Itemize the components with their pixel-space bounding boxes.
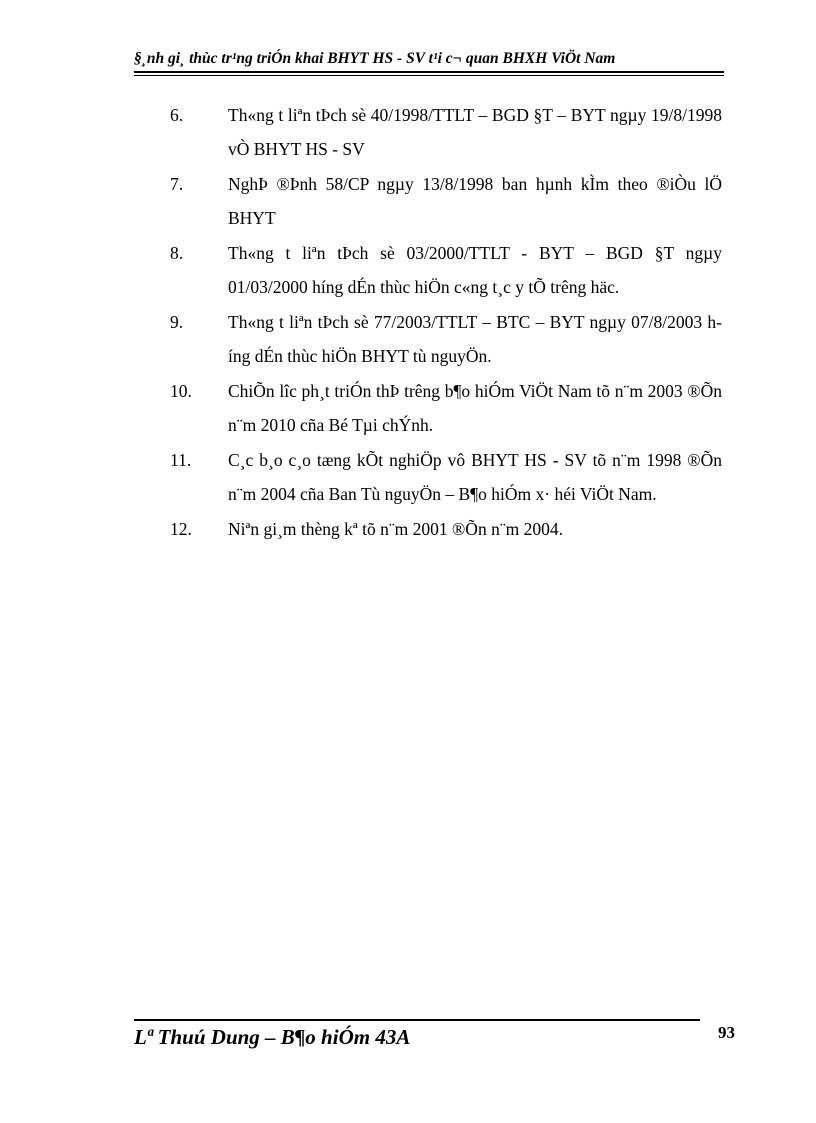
reference-text: Th«ng t liªn tÞch sè 03/2000/TTLT - BYT – BGD §T ngµy 01/03/2000 híng dÉn thùc hiÖn c«ng t¸c y tÕ trêng häc. <box>228 243 722 297</box>
reference-number: 10. <box>170 381 192 401</box>
footer-author: Lª Thuú Dung – B¶o hiÓm 43A <box>134 1025 411 1049</box>
reference-item <box>170 236 722 304</box>
header-rule <box>134 71 724 73</box>
page-number: 93 <box>718 1023 735 1042</box>
reference-number: 9. <box>170 312 184 332</box>
footer-rule <box>134 1019 700 1021</box>
reference-item <box>170 443 722 511</box>
reference-text: C¸c b¸o c¸o tæng kÕt nghiÖp vô BHYT HS - SV tõ n¨m 1998 ®Õn n¨m 2004 cña Ban Tù nguyÖn – B¶o hiÓm x· héi ViÖt Nam. <box>228 450 722 504</box>
reference-text: NghÞ ®Þnh 58/CP ngµy 13/8/1998 ban hµnh kÌm theo ®iÒu lÖ BHYT <box>228 174 722 228</box>
reference-item <box>170 305 722 373</box>
reference-number: 12. <box>170 519 192 539</box>
reference-item <box>170 374 722 442</box>
reference-number: 7. <box>170 174 184 194</box>
reference-item <box>170 98 722 166</box>
reference-text: Th«ng t liªn tÞch sè 77/2003/TTLT – BTC – BYT ngµy 07/8/2003 híng dÉn thùc hiÖn BHYT tù nguyÖn. <box>228 312 722 366</box>
reference-item <box>170 512 722 546</box>
reference-number: 6. <box>170 105 184 125</box>
running-header: §¸nh gi¸ thùc tr¹ng triÓn khai BHYT HS - SV t¹i c¬ quan BHXH ViÖt Nam <box>134 50 616 67</box>
reference-text: Th«ng t liªn tÞch sè 40/1998/TTLT – BGD §T – BYT ngµy 19/8/1998 vÒ BHYT HS - SV <box>228 105 722 159</box>
reference-item <box>170 167 722 235</box>
reference-list <box>170 98 722 547</box>
reference-number: 8. <box>170 243 184 263</box>
reference-number: 11. <box>170 450 192 470</box>
reference-text: ChiÕn lîc ph¸t triÓn thÞ trêng b¶o hiÓm ViÖt Nam tõ n¨m 2003 ®Õn n¨m 2010 cña Bé Tµi chÝnh. <box>228 381 722 435</box>
reference-text: Niªn gi¸m thèng kª tõ n¨m 2001 ®Õn n¨m 2004. <box>228 519 564 539</box>
header-rule-thin <box>134 75 724 76</box>
